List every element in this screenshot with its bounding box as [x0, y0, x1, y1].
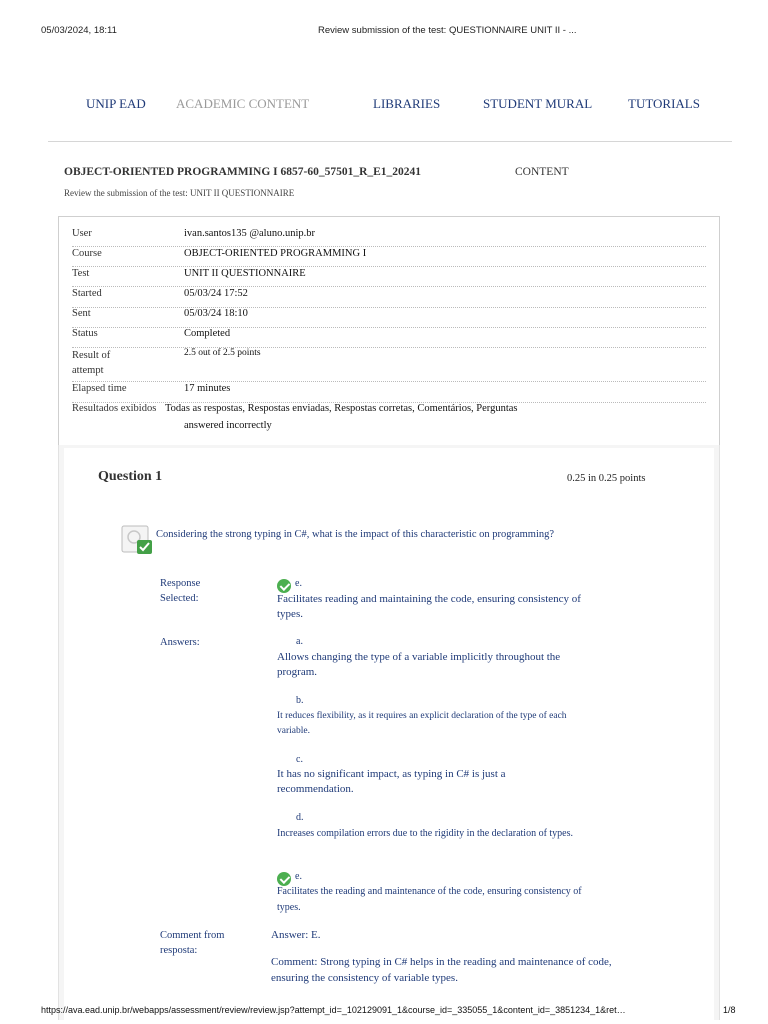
summary-row-elapsed: Elapsed time 17 minutes — [72, 383, 706, 403]
page-subtitle: Review the submission of the test: UNIT II QUESTIONNAIRE — [64, 188, 295, 198]
answer-c-letter: c. — [296, 754, 303, 765]
question-check-icon — [121, 525, 153, 555]
nav-student-mural[interactable]: STUDENT MURAL — [483, 96, 593, 111]
summary-row-user: User ivan.santos135 @aluno.unip.br — [72, 228, 706, 247]
answer-d-text: Increases compilation errors due to the rigidity in the declaration of types. — [277, 828, 574, 839]
answer-e-letter: e. — [295, 871, 302, 882]
summary-row-course: Course OBJECT-ORIENTED PROGRAMMING I — [72, 248, 706, 267]
answers-label: Answers: — [160, 637, 200, 648]
print-page-title: Review submission of the test: QUESTIONNAIRE UNIT II - ... — [318, 25, 577, 36]
answer-c-text: It has no significant impact, as typing in C# is just a recommendation. — [277, 768, 506, 795]
nav-academic-content[interactable]: ACADEMIC CONTENT — [176, 96, 310, 111]
content-link[interactable]: CONTENT — [515, 166, 569, 178]
submission-summary — [58, 216, 720, 445]
answer-d-letter: d. — [296, 812, 304, 823]
answer-a-letter: a. — [296, 636, 303, 647]
answer-e-text: Facilitates the reading and maintenance of the code, ensuring consistency of types. — [277, 886, 582, 913]
nav-divider — [48, 141, 732, 142]
correct-check-icon — [277, 579, 291, 593]
summary-row-status: Status Completed — [72, 328, 706, 348]
comment-text: Comment: Strong typing in C# helps in the reading and maintenance of code, ensuring the consistency of variable types. — [271, 956, 612, 984]
question-text: Considering the strong typing in C#, what is the impact of this characteristic on programming? — [156, 529, 555, 540]
selected-letter: e. — [295, 578, 302, 589]
answer-b-text: It reduces flexibility, as it requires an explicit declaration of the type of each variable. — [277, 711, 567, 736]
nav-libraries[interactable]: LIBRARIES — [373, 96, 441, 111]
nav-tutorials[interactable]: TUTORIALS — [628, 96, 700, 111]
selected-answer-text: Facilitates reading and maintaining the code, ensuring consistency of types. — [277, 593, 581, 620]
question-title: Question 1 — [98, 469, 163, 484]
answer-b-letter: b. — [296, 695, 304, 706]
print-page-number: 1/8 — [723, 1005, 736, 1015]
comment-label: Comment from resposta: — [160, 930, 225, 956]
comment-answer: Answer: E. — [271, 929, 321, 941]
summary-row-started: Started 05/03/24 17:52 — [72, 288, 706, 308]
question-points: 0.25 in 0.25 points — [567, 473, 646, 484]
print-datetime: 05/03/2024, 18:11 — [41, 25, 117, 36]
course-title: OBJECT-ORIENTED PROGRAMMING I 6857-60_57501_R_E1_20241 — [64, 166, 422, 178]
print-footer-url: https://ava.ead.unip.br/webapps/assessment/review/review.jsp?attempt_id=_102129091_1&course_id=_335055_1&content_id=_3851234_1&ret… — [41, 1005, 626, 1015]
nav-unip-ead[interactable]: UNIP EAD — [86, 96, 146, 111]
summary-row-result: Result of attempt 2.5 out of 2.5 points — [72, 348, 706, 382]
summary-row-sent: Sent 05/03/24 18:10 — [72, 308, 706, 328]
answer-a-text: Allows changing the type of a variable implicitly throughout the program. — [277, 651, 561, 678]
response-selected-label: Response Selected: — [160, 578, 201, 604]
summary-row-results-shown: Resultados exibidos Todas as respostas, Respostas enviadas, Respostas corretas, Comentários, Perguntas answered incorrectly — [72, 403, 518, 431]
summary-row-test: Test UNIT II QUESTIONNAIRE — [72, 268, 706, 287]
